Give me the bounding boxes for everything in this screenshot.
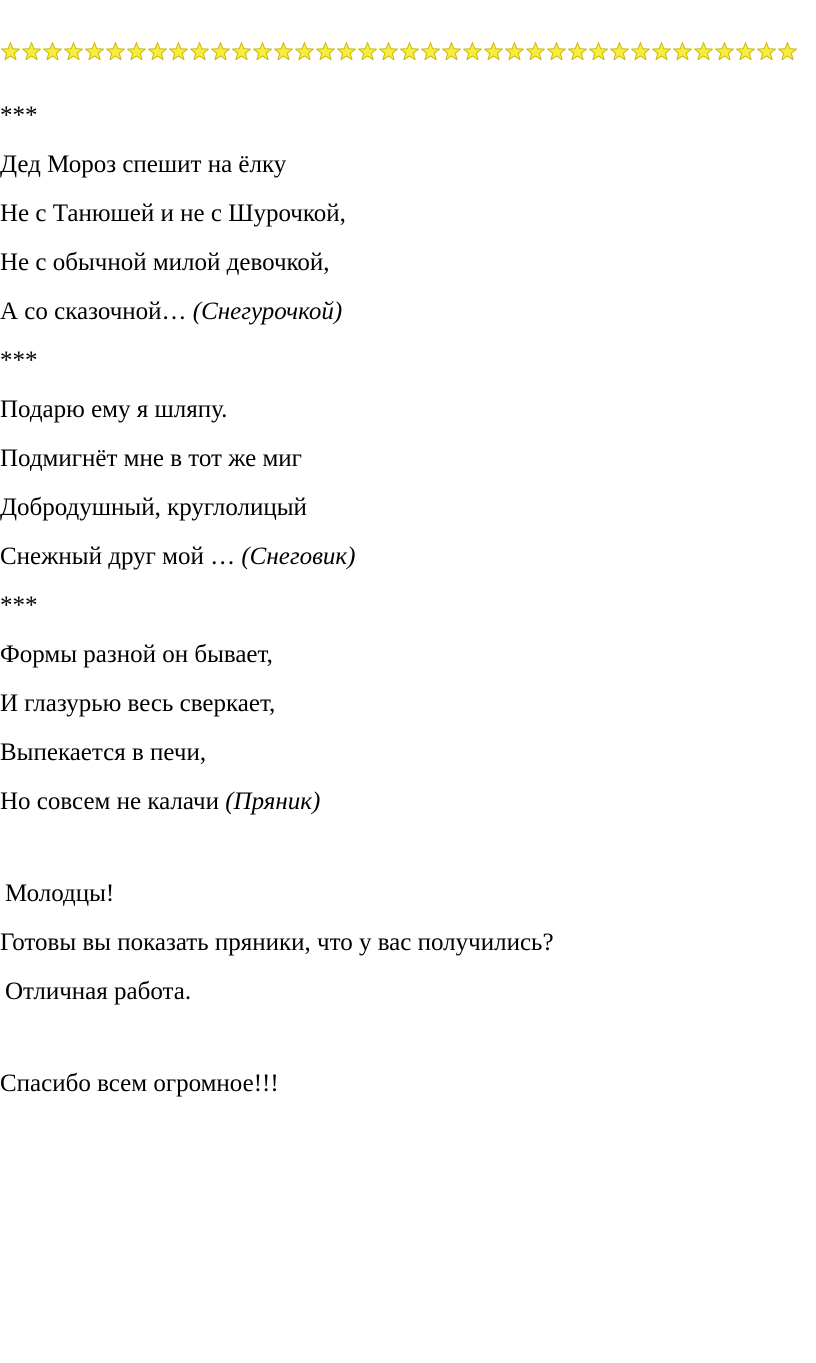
star-icon [714, 41, 735, 62]
star-icon [525, 41, 546, 62]
riddle-separator: *** [0, 102, 38, 129]
star-icon [0, 41, 21, 62]
document-body [0, 91, 816, 1108]
riddle-last-line [0, 777, 816, 826]
star-icon [735, 41, 756, 62]
star-icon [609, 41, 630, 62]
star-icon [42, 41, 63, 62]
riddle-line: Добродушный, круглолицый [0, 494, 307, 521]
riddle-3 [0, 581, 816, 826]
riddle-line: Выпекается в печи, [0, 739, 207, 766]
star-icon [630, 41, 651, 62]
riddle-line-text: А со сказочной… [0, 298, 193, 325]
star-icon [357, 41, 378, 62]
star-icon [252, 41, 273, 62]
riddle-line: Не с обычной милой девочкой, [0, 249, 330, 276]
star-icon [294, 41, 315, 62]
star-icon [546, 41, 567, 62]
riddle-1 [0, 91, 816, 336]
star-icon [399, 41, 420, 62]
riddle-line: Подмигнёт мне в тот же миг [0, 445, 302, 472]
riddle-line: Подарю ему я шляпу. [0, 396, 228, 423]
star-icon [21, 41, 42, 62]
star-icon [777, 41, 798, 62]
star-icon [483, 41, 504, 62]
star-icon [273, 41, 294, 62]
riddle-separator: *** [0, 347, 38, 374]
star-icon [651, 41, 672, 62]
star-icon [378, 41, 399, 62]
praise-text: Молодцы! [5, 880, 115, 907]
star-icon [84, 41, 105, 62]
star-icon [756, 41, 777, 62]
riddle-answer: (Пряник) [225, 788, 321, 815]
riddle-line-text: Снежный друг мой … [0, 543, 242, 570]
closing-section [0, 869, 816, 1108]
star-icon [105, 41, 126, 62]
star-icon [315, 41, 336, 62]
star-icon [504, 41, 525, 62]
star-icon [567, 41, 588, 62]
star-icon [441, 41, 462, 62]
spacer [0, 826, 816, 869]
star-icon [63, 41, 84, 62]
good-work-text: Отличная работа. [5, 978, 192, 1005]
star-icon [420, 41, 441, 62]
riddle-line: Не с Танюшей и не с Шурочкой, [0, 200, 346, 227]
thanks-text: Спасибо всем огромное!!! [0, 1070, 279, 1097]
star-icon [147, 41, 168, 62]
star-icon [210, 41, 231, 62]
star-icon [672, 41, 693, 62]
star-icon [588, 41, 609, 62]
riddle-last-line [0, 287, 816, 336]
riddle-line-text: Но совсем не калачи [0, 788, 226, 815]
star-icon [126, 41, 147, 62]
riddle-answer: (Снеговик) [241, 543, 356, 570]
riddle-separator: *** [0, 592, 38, 619]
riddle-line: Формы разной он бывает, [0, 641, 273, 668]
star-icon [231, 41, 252, 62]
riddle-2 [0, 336, 816, 581]
question-text: Готовы вы показать пряники, что у вас получились? [0, 929, 554, 956]
riddle-last-line [0, 532, 816, 581]
riddle-line: Дед Мороз спешит на ёлку [0, 151, 287, 178]
star-icon [462, 41, 483, 62]
star-border [0, 41, 816, 63]
riddle-answer: (Снегурочкой) [192, 298, 343, 325]
riddle-line: И глазурью весь сверкает, [0, 690, 276, 717]
star-icon [168, 41, 189, 62]
star-icon [189, 41, 210, 62]
star-icon [693, 41, 714, 62]
spacer [0, 1016, 816, 1059]
star-icon [336, 41, 357, 62]
